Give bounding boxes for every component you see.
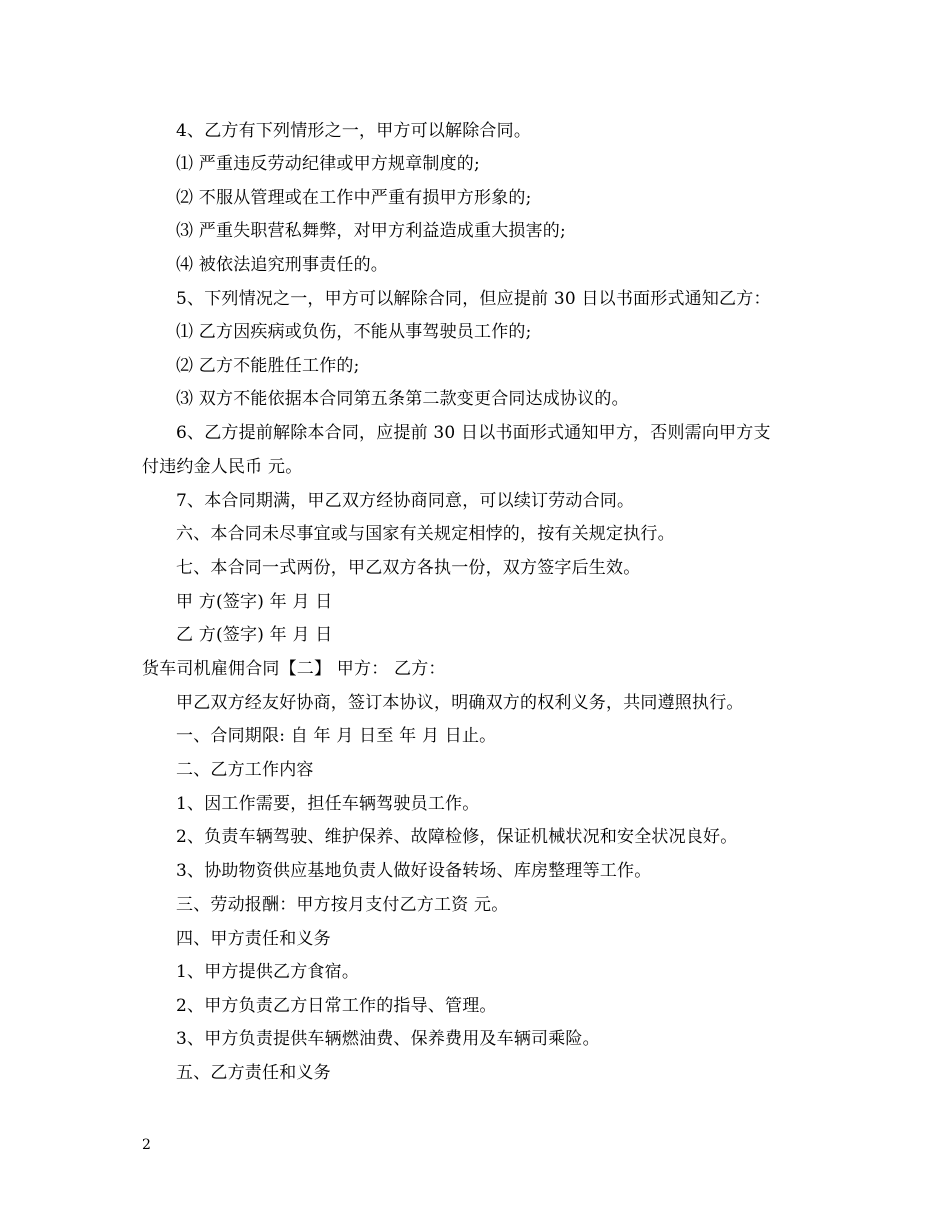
text-line: 2、负责车辆驾驶、维护保养、故障检修，保证机械状况和安全状况良好。 [176, 827, 738, 847]
text-line: ⑶ 严重失职营私舞弊，对甲方利益造成重大损害的; [176, 221, 566, 241]
text-line: 3、甲方负责提供车辆燃油费、保养费用及车辆司乘险。 [176, 1029, 600, 1049]
text-line: 7、本合同期满，甲乙双方经协商同意，可以续订劳动合同。 [176, 491, 635, 511]
text-line: ⑷ 被依法追究刑事责任的。 [176, 255, 389, 275]
text-line: ⑶ 双方不能依据本合同第五条第二款变更合同达成协议的。 [176, 389, 629, 409]
page-number: 2 [142, 1137, 151, 1153]
signature-line: 甲 方(签字) 年 月 日 [176, 592, 333, 612]
section-heading: 货车司机雇佣合同【二】 甲方： 乙方： [142, 659, 446, 679]
text-line: 付违约金人民币 元。 [142, 457, 303, 477]
text-line: 甲乙双方经友好协商，签订本协议，明确双方的权利义务，共同遵照执行。 [176, 693, 744, 713]
text-line: 二、乙方工作内容 [176, 760, 314, 780]
text-line: 七、本合同一式两份，甲乙双方各执一份，双方签字后生效。 [176, 558, 641, 578]
text-line: 五、乙方责任和义务 [176, 1063, 331, 1083]
text-line: ⑵ 乙方不能胜任工作的; [176, 356, 360, 376]
text-line: 1、甲方提供乙方食宿。 [176, 962, 360, 982]
text-line: 六、本合同未尽事宜或与国家有关规定相悖的，按有关规定执行。 [176, 524, 675, 544]
text-line: 一、合同期限: 自 年 月 日至 年 月 日止。 [176, 726, 497, 746]
text-line: ⑴ 严重违反劳动纪律或甲方规章制度的; [176, 154, 480, 174]
text-line: 6、乙方提前解除本合同，应提前 30 日以书面形式通知甲方，否则需向甲方支 [176, 423, 771, 443]
text-line: 2、甲方负责乙方日常工作的指导、管理。 [176, 996, 497, 1016]
text-line: 四、甲方责任和义务 [176, 929, 331, 949]
text-line: 4、乙方有下列情形之一，甲方可以解除合同。 [176, 121, 532, 141]
signature-line: 乙 方(签字) 年 月 日 [176, 625, 333, 645]
text-line: 3、协助物资供应基地负责人做好设备转场、库房整理等工作。 [176, 861, 652, 881]
text-line: 三、劳动报酬：甲方按月支付乙方工资 元。 [176, 895, 509, 915]
text-line: 5、下列情况之一，甲方可以解除合同，但应提前 30 日以书面形式通知乙方： [176, 289, 771, 309]
text-line: ⑵ 不服从管理或在工作中严重有损甲方形象的; [176, 188, 532, 208]
text-line: 1、因工作需要，担任车辆驾驶员工作。 [176, 794, 480, 814]
text-line: ⑴ 乙方因疾病或负伤，不能从事驾驶员工作的; [176, 322, 532, 342]
